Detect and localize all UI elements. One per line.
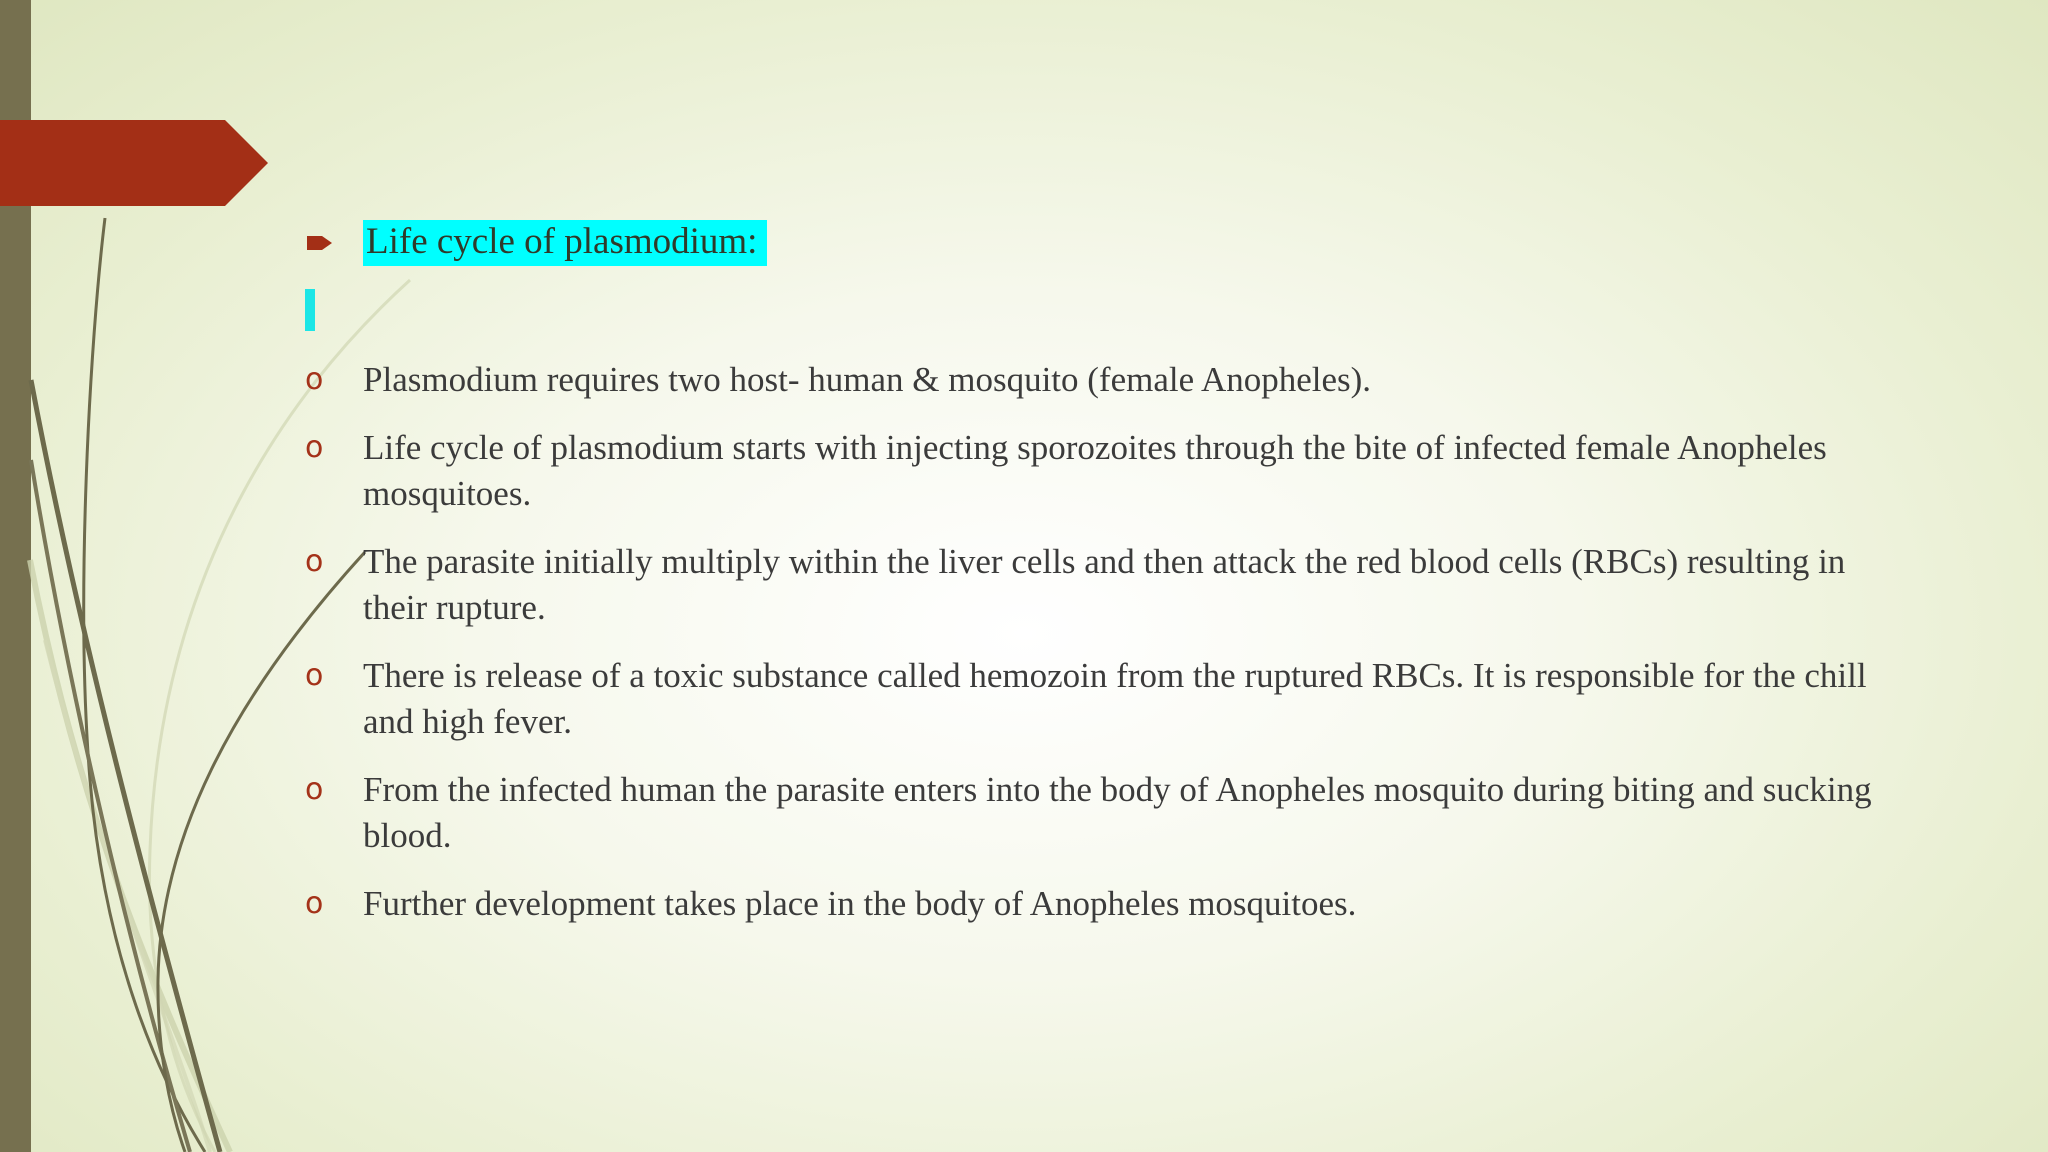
bullet-marker: o — [305, 430, 324, 465]
bullet-marker: o — [305, 886, 324, 921]
text-cursor-highlight — [305, 289, 315, 331]
list-item — [305, 881, 1905, 927]
bullet-text: Life cycle of plasmodium starts with injecting sporozoites through the bite of infected female Anopheles mosquitoes. — [363, 428, 1827, 513]
bullet-marker: o — [305, 658, 324, 693]
list-item — [305, 357, 1905, 403]
bullet-text: Further development takes place in the body of Anopheles mosquitoes. — [363, 884, 1357, 923]
bullet-text: From the infected human the parasite enters into the body of Anopheles mosquito during biting and sucking blood. — [363, 770, 1872, 855]
bullet-marker: o — [305, 772, 324, 807]
slide-title: Life cycle of plasmodium: — [363, 220, 767, 267]
bullet-text: The parasite initially multiply within the liver cells and then attack the red blood cells (RBCs) resulting in their rupture. — [363, 542, 1846, 627]
bullet-marker: o — [305, 362, 324, 397]
list-item — [305, 539, 1905, 631]
list-item — [305, 425, 1905, 517]
list-item — [305, 653, 1905, 745]
arrow-bullet-icon — [305, 232, 333, 254]
slide-title-row — [305, 218, 767, 268]
bullet-list — [305, 357, 1905, 949]
bullet-marker: o — [305, 544, 324, 579]
bullet-text: Plasmodium requires two host- human & mosquito (female Anopheles). — [363, 360, 1372, 399]
bullet-text: There is release of a toxic substance called hemozoin from the ruptured RBCs. It is responsible for the chill and high fever. — [363, 656, 1867, 741]
list-item — [305, 767, 1905, 859]
